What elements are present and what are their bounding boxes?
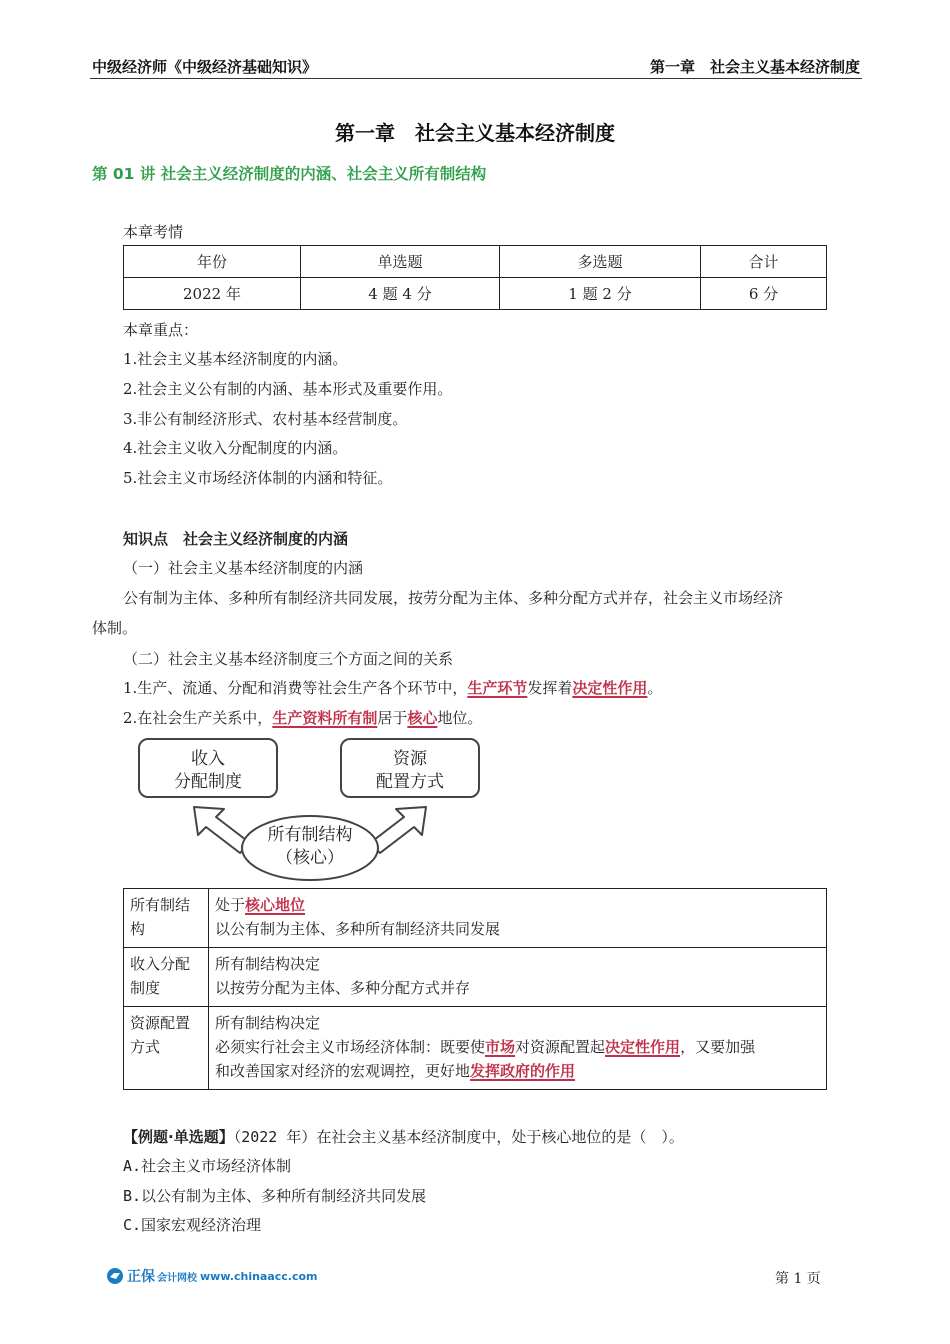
header-rule [90,78,862,79]
exam-cell-multi: 1 题 2 分 [500,278,701,310]
example-tag: 【例题·单选题】 [123,1128,234,1146]
box-text: 收入 [191,749,225,769]
option-item: B.以公有制为主体、多种所有制经济共同发展 [123,1187,427,1205]
relation-line-2 [123,707,482,729]
logo-url: www.chinaacc.com [200,1269,318,1283]
highlight-term: 生产资料所有制 [272,709,378,727]
exam-cell-year: 2022 年 [124,278,301,310]
detail-text: 必须实行社会主义市场经济体制：既要使 [215,1038,486,1056]
detail-row [124,1007,827,1090]
relation-text: 2.在社会生产关系中， [123,709,273,727]
highlight-term: 发挥政府的作用 [470,1062,576,1080]
relation-text: 地位。 [437,709,483,727]
key-point-item: 1.社会主义基本经济制度的内涵。 [123,350,348,368]
logo-icon [106,1267,124,1285]
center-text: （核心） [276,848,344,868]
exam-cell-total: 6 分 [701,278,827,310]
header-right: 第一章 社会主义基本经济制度 [649,58,860,76]
detail-label: 收入分配制度 [124,948,209,1007]
box-text: 配置方式 [376,772,444,792]
example-question [123,1126,684,1147]
chapter-title: 第一章 社会主义基本经济制度 [335,121,615,145]
detail-label: 资源配置方式 [124,1007,209,1090]
footer-logo [106,1266,318,1286]
key-point-item: 2.社会主义公有制的内涵、基本形式及重要作用。 [123,380,453,398]
relation-line-1 [123,677,662,699]
detail-content [209,948,827,1007]
highlight-term: 决定性作用 [572,679,648,697]
key-points-label: 本章重点： [123,321,199,339]
box-text: 分配制度 [174,772,242,792]
exam-table [123,245,827,310]
box-income-distribution [138,738,278,798]
detail-content [209,889,827,948]
section-heading: （二）社会主义基本经济制度三个方面之间的关系 [123,650,454,668]
exam-header-multi: 多选题 [500,246,701,278]
highlight-term: 市场 [485,1038,516,1056]
paragraph-line: 体制。 [92,619,138,637]
relation-text: 居于 [377,709,408,727]
detail-text: 所有制结构决定 [215,1014,321,1032]
detail-row [124,889,827,948]
highlight-term: 决定性作用 [605,1038,681,1056]
detail-text: ，又要加强 [680,1038,756,1056]
detail-text: 对资源配置起 [515,1038,606,1056]
lecture-title: 第 01 讲 社会主义经济制度的内涵、社会主义所有制结构 [92,165,487,183]
relation-text: 。 [647,679,663,697]
detail-row [124,948,827,1007]
detail-label: 所有制结构 [124,889,209,948]
logo-brand: 正保 [127,1269,155,1285]
structure-diagram [130,735,490,885]
highlight-term: 核心 [407,709,438,727]
option-item: C.国家宏观经济治理 [123,1216,262,1234]
header-left: 中级经济师《中级经济基础知识》 [92,58,318,76]
detail-text: 以公有制为主体、多种所有制经济共同发展 [215,920,501,938]
section-heading: （一）社会主义基本经济制度的内涵 [123,559,364,577]
detail-text: 和改善国家对经济的宏观调控，更好地 [215,1062,471,1080]
detail-text: 以按劳分配为主体、多种分配方式并存 [215,979,471,997]
paragraph-line: 公有制为主体、多种所有制经济共同发展，按劳分配为主体、多种分配方式并存，社会主义市场经济 [123,589,784,607]
highlight-term: 核心地位 [245,896,306,914]
logo-sub: 会计网校 [157,1272,197,1284]
detail-text: 所有制结构决定 [215,955,321,973]
key-point-item: 3.非公有制经济形式、农村基本经营制度。 [123,410,408,428]
page-number: 第 1 页 [775,1271,821,1287]
exam-table-header-row [124,246,827,278]
example-text: （2022 年）在社会主义基本经济制度中，处于核心地位的是（ ）。 [233,1128,684,1146]
box-resource-allocation [340,738,480,798]
exam-header-single: 单选题 [301,246,500,278]
knowledge-title: 知识点 社会主义经济制度的内涵 [123,530,349,548]
highlight-term: 生产环节 [467,679,528,697]
box-text: 资源 [393,749,427,769]
key-point-item: 4.社会主义收入分配制度的内涵。 [123,439,348,457]
key-point-item: 5.社会主义市场经济体制的内涵和特征。 [123,469,393,487]
detail-table [123,888,827,1090]
option-item: A.社会主义市场经济体制 [123,1157,292,1175]
exam-cell-single: 4 题 4 分 [301,278,500,310]
center-label [242,824,378,870]
exam-header-total: 合计 [701,246,827,278]
detail-text: 处于 [215,896,246,914]
detail-content [209,1007,827,1090]
exam-label: 本章考情 [123,223,184,241]
relation-text: 1.生产、流通、分配和消费等社会生产各个环节中， [123,679,468,697]
relation-text: 发挥着 [527,679,573,697]
center-text: 所有制结构 [267,825,353,845]
exam-header-year: 年份 [124,246,301,278]
exam-table-row [124,278,827,310]
